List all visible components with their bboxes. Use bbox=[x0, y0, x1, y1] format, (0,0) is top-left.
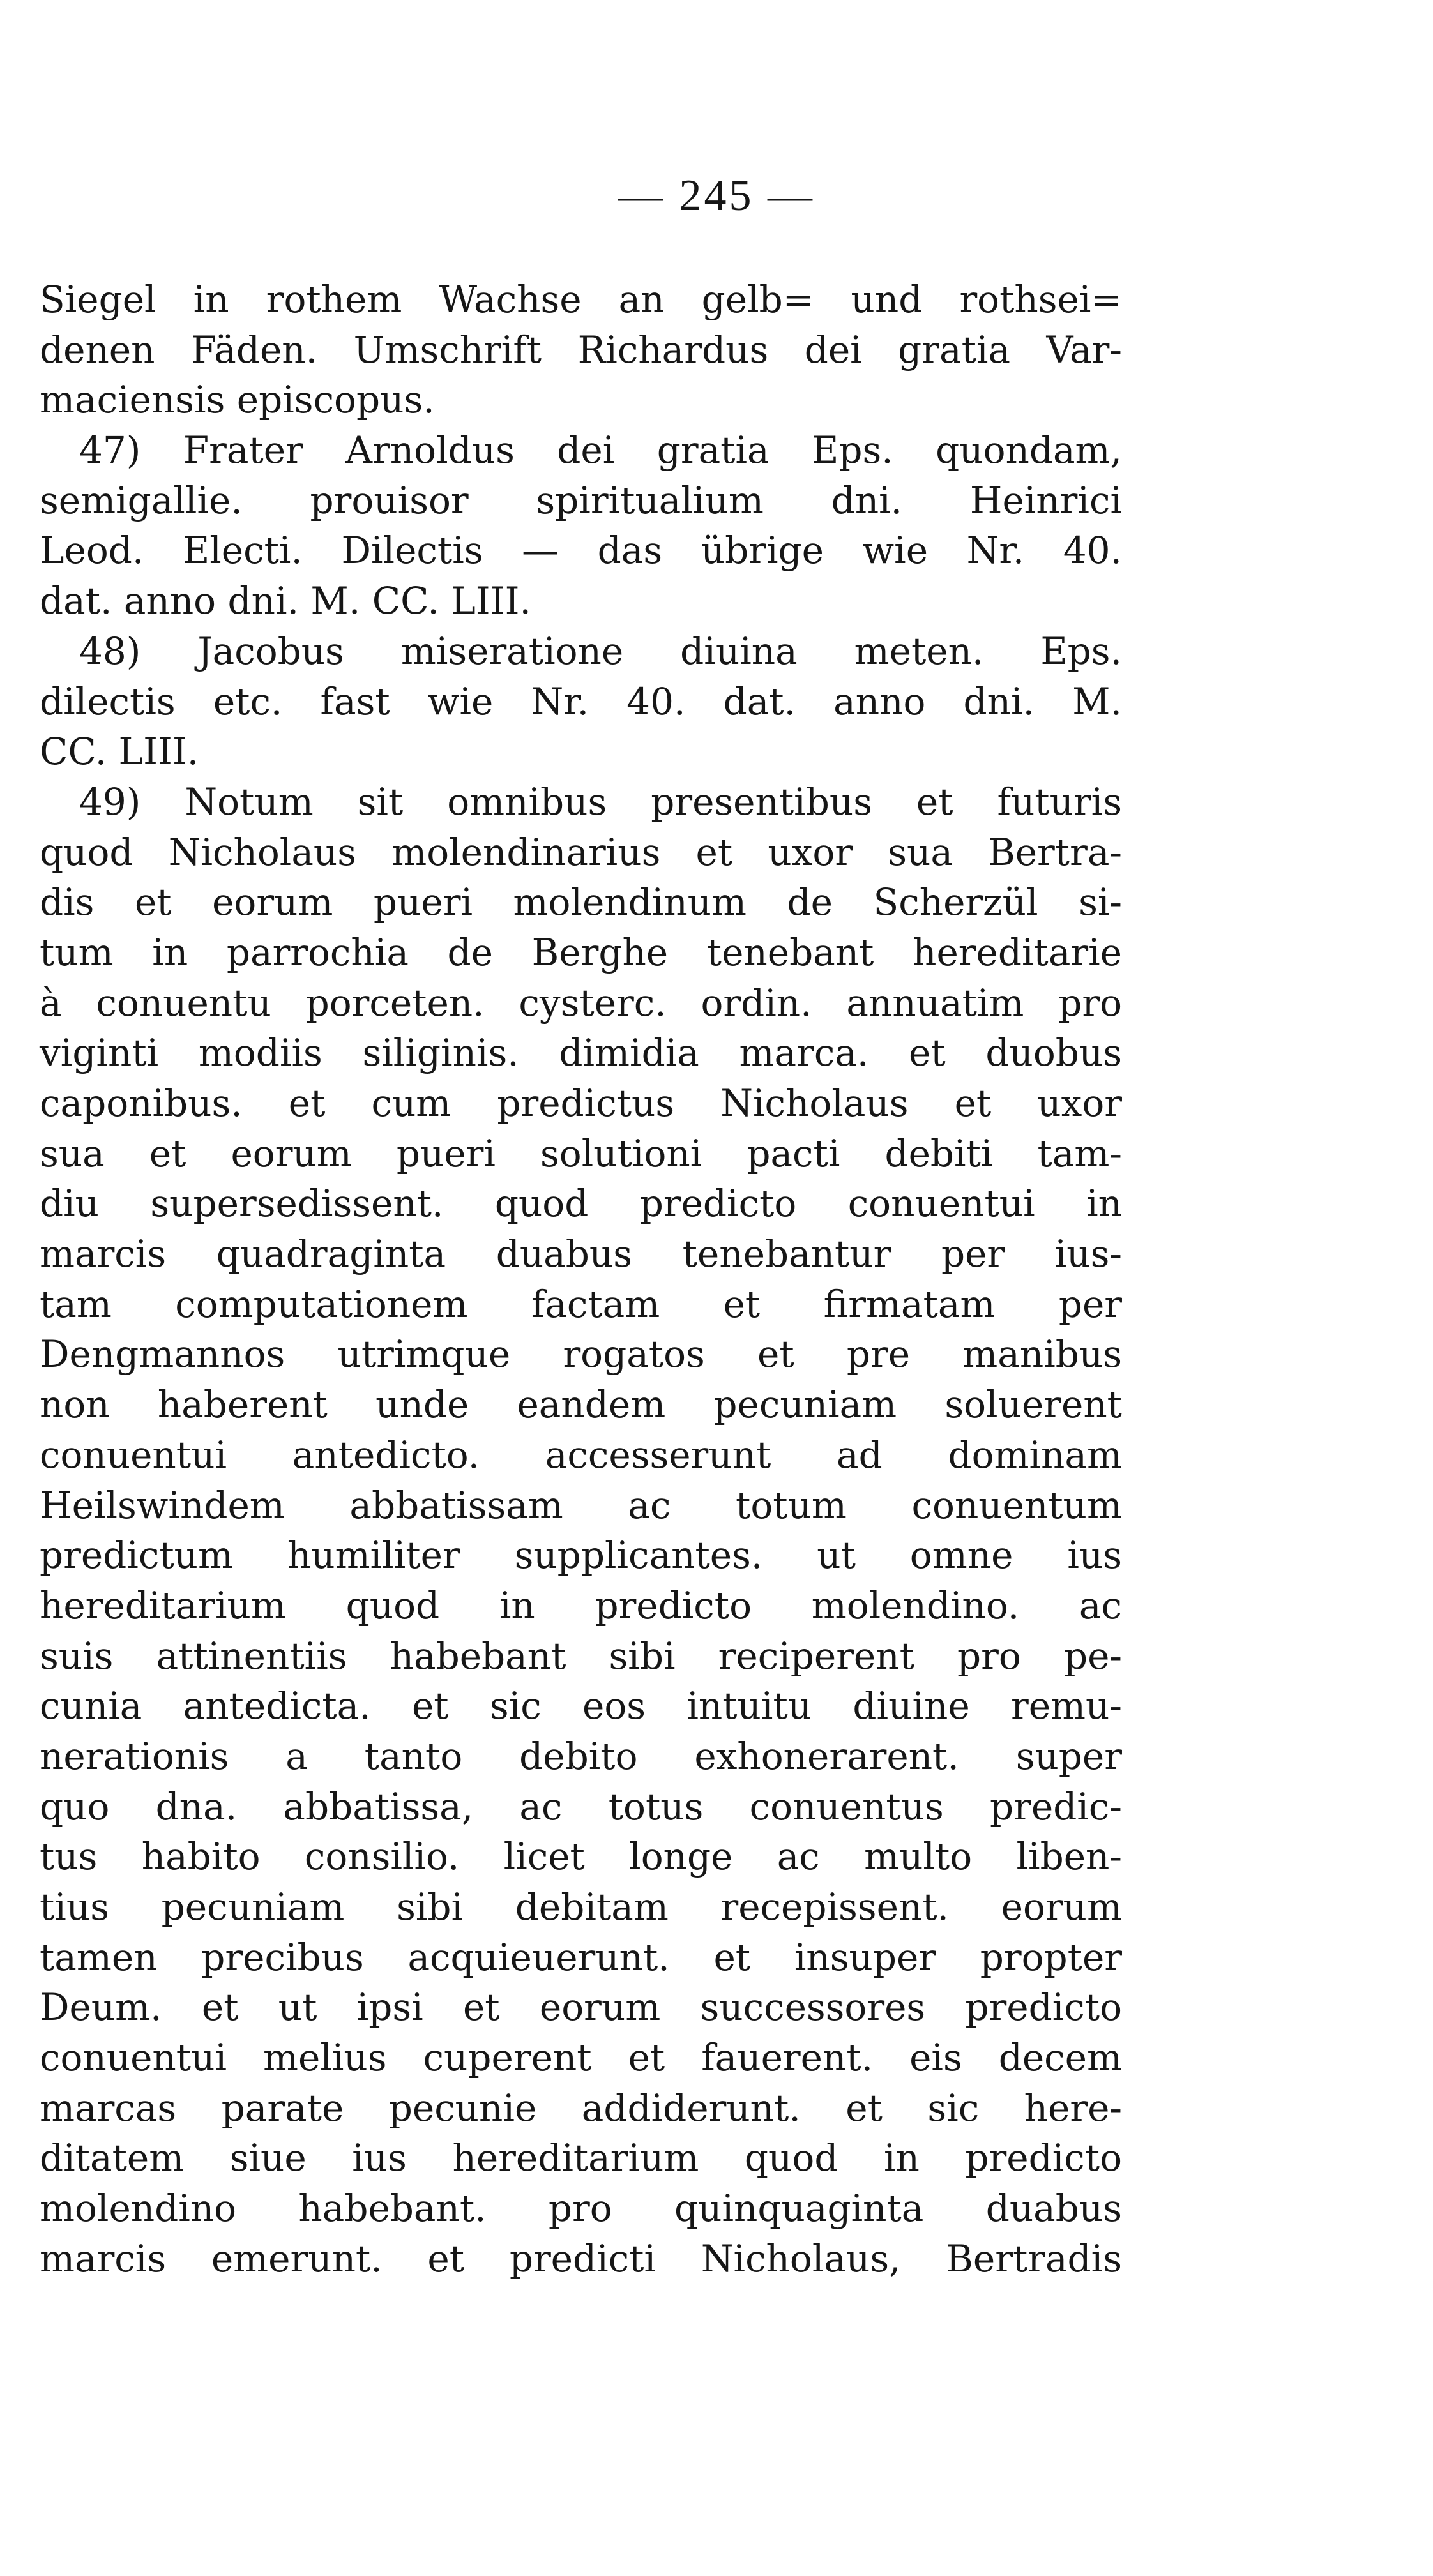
text-line: marcis quadraginta duabus tenebantur per ius- bbox=[40, 1232, 1122, 1276]
text-line: caponibus. et cum predictus Nicholaus et uxor bbox=[40, 1081, 1122, 1125]
text-line: suis attinentiis habebant sibi reciperent pro pe- bbox=[40, 1634, 1122, 1678]
text-line: marcas parate pecunie addiderunt. et sic here- bbox=[40, 2086, 1122, 2130]
text-line: tus habito consilio. licet longe ac multo liben- bbox=[40, 1835, 1122, 1879]
text-line: marcis emerunt. et predicti Nicholaus, Bertradis bbox=[40, 2236, 1122, 2280]
text-line: 47) Frater Arnoldus dei gratia Eps. quondam, bbox=[79, 428, 1122, 472]
text-line: predictum humiliter supplicantes. ut omne ius bbox=[40, 1533, 1122, 1578]
text-line: maciensis episcopus. bbox=[40, 378, 435, 422]
text-line: ditatem siue ius hereditarium quod in predicto bbox=[40, 2136, 1122, 2180]
text-line: cunia antedicta. et sic eos intuitu diuine remu- bbox=[40, 1684, 1122, 1728]
text-line: quo dna. abbatissa, ac totus conuentus predic- bbox=[40, 1784, 1122, 1828]
text-line: dilectis etc. fast wie Nr. 40. dat. anno dni. M. bbox=[40, 679, 1122, 723]
text-line: diu supersedissent. quod predicto conuentui in bbox=[40, 1182, 1122, 1226]
text-line: conuentui melius cuperent et fauerent. eis decem bbox=[40, 2036, 1122, 2080]
body-text bbox=[40, 275, 1122, 2284]
text-line: à conuentu porceten. cysterc. ordin. annuatim pro bbox=[40, 981, 1122, 1025]
text-line: 49) Notum sit omnibus presentibus et futuris bbox=[79, 780, 1122, 824]
text-line: CC. LIII. bbox=[40, 730, 199, 774]
text-line: tius pecuniam sibi debitam recepissent. eorum bbox=[40, 1885, 1122, 1929]
text-line: tum in parrochia de Berghe tenebant hereditarie bbox=[40, 930, 1122, 974]
text-line: molendino habebant. pro quinquaginta duabus bbox=[40, 2187, 1122, 2231]
text-line: denen Fäden. Umschrift Richardus dei gratia Var- bbox=[40, 328, 1122, 372]
text-line: viginti modiis siliginis. dimidia marca. et duobus bbox=[40, 1031, 1122, 1075]
text-line: sua et eorum pueri solutioni pacti debiti tam- bbox=[40, 1131, 1122, 1175]
text-line: tamen precibus acquieuerunt. et insuper propter bbox=[40, 1935, 1122, 1979]
text-line: Heilswindem abbatissam ac totum conuentum bbox=[40, 1483, 1122, 1527]
text-line: semigallie. prouisor spiritualium dni. Heinrici bbox=[40, 478, 1122, 522]
page-number: — 245 — bbox=[618, 171, 815, 220]
text-line: dis et eorum pueri molendinum de Scherzül si- bbox=[40, 880, 1122, 924]
text-line: nerationis a tanto debito exhonerarent. super bbox=[40, 1734, 1122, 1778]
text-line: hereditarium quod in predicto molendino. ac bbox=[40, 1583, 1122, 1627]
text-line: dat. anno dni. M. CC. LIII. bbox=[40, 579, 531, 623]
text-line: tam computationem factam et firmatam per bbox=[40, 1282, 1122, 1326]
text-line: Leod. Electi. Dilectis — das übrige wie Nr. 40. bbox=[40, 529, 1122, 573]
text-line: conuentui antedicto. accesserunt ad dominam bbox=[40, 1433, 1122, 1477]
text-line: Deum. et ut ipsi et eorum successores predicto bbox=[40, 1985, 1122, 2030]
text-line: non haberent unde eandem pecuniam soluerent bbox=[40, 1383, 1122, 1427]
text-line: Siegel in rothem Wachse an gelb= und rothsei= bbox=[40, 278, 1122, 321]
text-line: quod Nicholaus molendinarius et uxor sua Bertra- bbox=[40, 830, 1122, 874]
text-line: Dengmannos utrimque rogatos et pre manibus bbox=[40, 1332, 1122, 1376]
text-line: 48) Jacobus miseratione diuina meten. Eps. bbox=[79, 629, 1122, 673]
